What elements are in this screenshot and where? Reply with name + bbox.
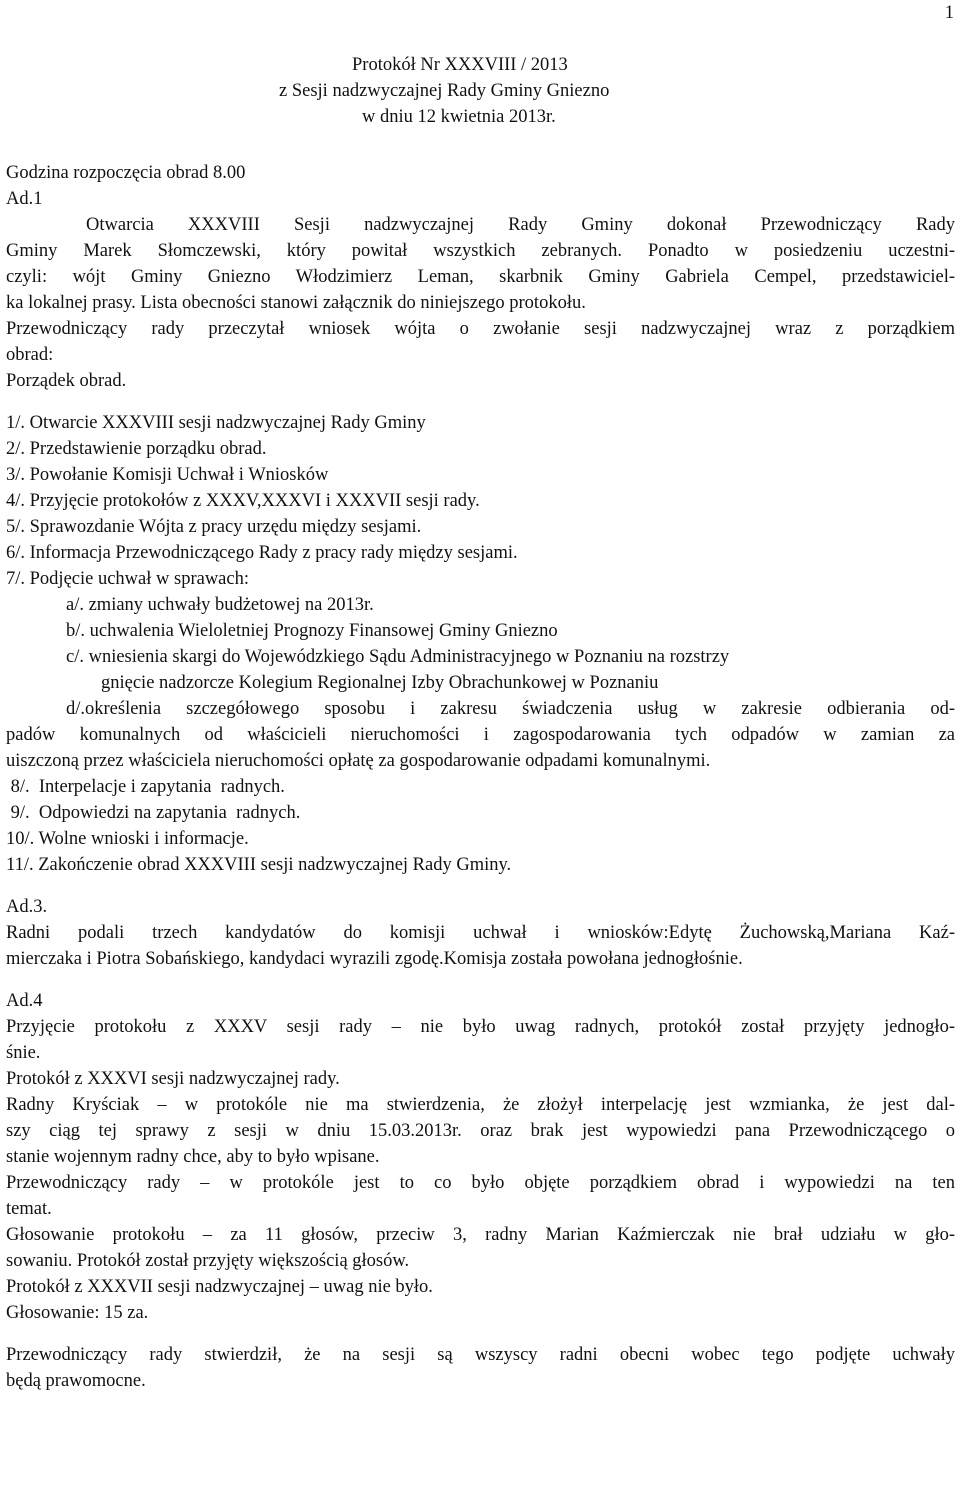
paragraph-line: Radny Kryściak – w protokóle nie ma stwierdzenia, że złożył interpelację jest wzmianka, że jest dal- <box>6 1095 955 1115</box>
paragraph-line: temat. <box>6 1199 52 1219</box>
paragraph-line: Głosowanie protokołu – za 11 głosów, przeciw 3, radny Marian Kaźmierczak nie brał udziału w gło- <box>6 1225 955 1245</box>
paragraph-line: Radni podali trzech kandydatów do komisji uchwał i wniosków:Edytę Żuchowską,Mariana Kaź- <box>6 923 955 943</box>
section-ad3 <box>6 894 955 972</box>
agenda-list <box>6 410 955 878</box>
agenda-item: 1/. Otwarcie XXXVIII sesji nadzwyczajnej Rady Gminy <box>6 413 426 433</box>
protocol-title: Protokół Nr XXXVIII / 2013 <box>352 55 568 75</box>
agenda-subitem: d/.określenia szczegółowego sposobu i zakresu świadczenia usług w zakresie odbierania od- <box>66 699 955 719</box>
paragraph-line: Protokół z XXXVI sesji nadzwyczajnej rady. <box>6 1069 340 1089</box>
paragraph-line: czyli: wójt Gminy Gniezno Włodzimierz Leman, skarbnik Gminy Gabriela Cempel, przedstawiciel- <box>6 267 955 287</box>
agenda-subitem-continuation: uiszczoną przez właściciela nieruchomości opłatę za gospodarowanie odpadami komunalnymi. <box>6 751 711 771</box>
agenda-item: 10/. Wolne wnioski i informacje. <box>6 829 249 849</box>
paragraph-line: sowaniu. Protokół został przyjęty większością głosów. <box>6 1251 410 1271</box>
paragraph-line: Gminy Marek Słomczewski, który powitał wszystkich zebranych. Ponadto w posiedzeniu uczestni- <box>6 241 955 261</box>
section-heading: Ad.3. <box>6 897 48 917</box>
session-subtitle: z Sesji nadzwyczajnej Rady Gminy Gniezno <box>279 81 610 101</box>
paragraph-line: ka lokalnej prasy. Lista obecności stanowi załącznik do niniejszego protokołu. <box>6 293 586 313</box>
agenda-heading: Porządek obrad. <box>6 371 127 391</box>
agenda-subitem-continuation: padów komunalnych od właścicieli nieruchomości i zagospodarowania tych odpadów w zamian za <box>6 725 955 745</box>
start-time: Godzina rozpoczęcia obrad 8.00 <box>6 163 246 183</box>
document-body <box>6 160 955 1394</box>
paragraph-line: Przyjęcie protokołu z XXXV sesji rady – nie było uwag radnych, protokół został przyjęty jednogło- <box>6 1017 955 1037</box>
agenda-item: 2/. Przedstawienie porządku obrad. <box>6 439 267 459</box>
agenda-subitem: a/. zmiany uchwały budżetowej na 2013r. <box>66 595 374 615</box>
agenda-item: 8/. Interpelacje i zapytania radnych. <box>6 777 285 797</box>
agenda-item: 3/. Powołanie Komisji Uchwał i Wniosków <box>6 465 329 485</box>
agenda-item: 9/. Odpowiedzi na zapytania radnych. <box>6 803 301 823</box>
section-ad4 <box>6 988 955 1394</box>
agenda-item: 4/. Przyjęcie protokołów z XXXV,XXXVI i XXXVII sesji rady. <box>6 491 480 511</box>
paragraph-line: Przewodniczący rady stwierdził, że na sesji są wszyscy radni obecni wobec tego podjęte uchwały <box>6 1345 955 1365</box>
paragraph-line: śnie. <box>6 1043 41 1063</box>
paragraph-line: Otwarcia XXXVIII Sesji nadzwyczajnej Rady Gminy dokonał Przewodniczący Rady <box>86 215 955 235</box>
agenda-item: 7/. Podjęcie uchwał w sprawach: <box>6 569 249 589</box>
agenda-subitem: b/. uchwalenia Wieloletniej Prognozy Finansowej Gminy Gniezno <box>66 621 558 641</box>
paragraph-line: mierczaka i Piotra Sobańskiego, kandydaci wyrazili zgodę.Komisja została powołana jednogłośnie. <box>6 949 743 969</box>
agenda-subitem: c/. wniesienia skargi do Wojewódzkiego Sądu Administracyjnego w Poznaniu na rozstrzy <box>66 647 730 667</box>
section-heading: Ad.4 <box>6 991 43 1011</box>
agenda-item: 11/. Zakończenie obrad XXXVIII sesji nadzwyczajnej Rady Gminy. <box>6 855 512 875</box>
paragraph-line: szy ciąg tej sprawy z sesji w dniu 15.03.2013r. oraz brak jest wypowiedzi pana Przewodniczącego o <box>6 1121 955 1141</box>
agenda-item: 5/. Sprawozdanie Wójta z pracy urzędu między sesjami. <box>6 517 422 537</box>
paragraph-line: Przewodniczący rady – w protokóle jest to co było objęte porządkiem obrad i wypowiedzi na ten <box>6 1173 955 1193</box>
session-date: w dniu 12 kwietnia 2013r. <box>362 107 556 127</box>
section-heading: Ad.1 <box>6 189 43 209</box>
section-ad1 <box>6 186 955 394</box>
paragraph-line: obrad: <box>6 345 54 365</box>
agenda-item: 6/. Informacja Przewodniczącego Rady z pracy rady między sesjami. <box>6 543 518 563</box>
page-number: 1 <box>944 3 954 23</box>
paragraph-line: stanie wojennym radny chce, aby to było wpisane. <box>6 1147 380 1167</box>
paragraph-line: Protokół z XXXVII sesji nadzwyczajnej – uwag nie było. <box>6 1277 433 1297</box>
paragraph-line: Głosowanie: 15 za. <box>6 1303 149 1323</box>
paragraph-line: będą prawomocne. <box>6 1371 146 1391</box>
paragraph-line: Przewodniczący rady przeczytał wniosek wójta o zwołanie sesji nadzwyczajnej wraz z porządkiem <box>6 319 955 339</box>
agenda-subitem-continuation: gnięcie nadzorcze Kolegium Regionalnej Izby Obrachunkowej w Poznaniu <box>101 673 659 693</box>
